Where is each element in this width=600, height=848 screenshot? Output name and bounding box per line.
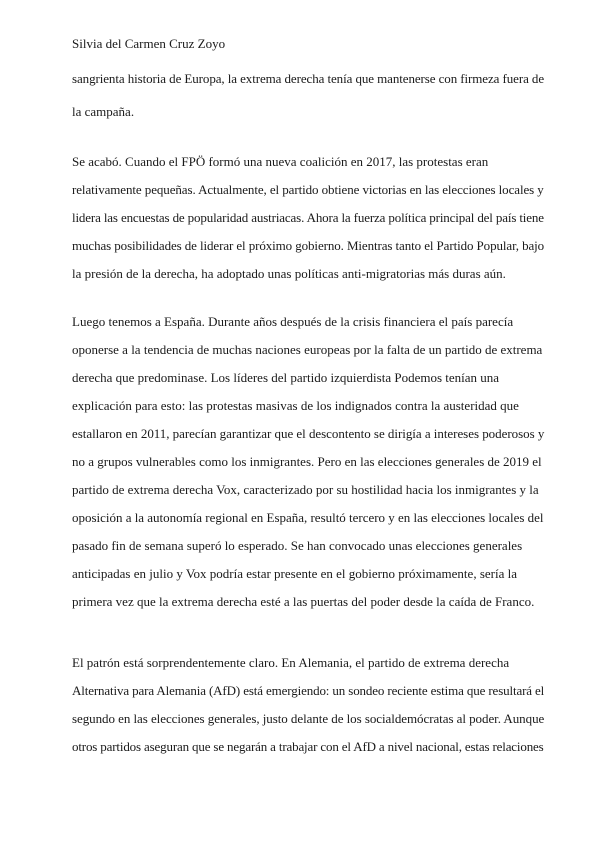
paragraph-4-line: otros partidos aseguran que se negarán a trabajar con el AfD a nivel nacional, estas relaciones bbox=[72, 739, 544, 754]
paragraph-3-line: estallaron en 2011, parecían garantizar que el descontento se dirigía a intereses poderosos y bbox=[72, 426, 545, 441]
paragraph-3-line: primera vez que la extrema derecha esté a las puertas del poder desde la caída de Franco. bbox=[72, 594, 535, 609]
paragraph-2-line: lidera las encuestas de popularidad austriacas. Ahora la fuerza política principal del país tiene bbox=[72, 210, 544, 225]
paragraph-2-line: Se acabó. Cuando el FPÖ formó una nueva coalición en 2017, las protestas eran bbox=[72, 154, 489, 169]
paragraph-3-line: derecha que predominase. Los líderes del partido izquierdista Podemos tenían una bbox=[72, 370, 500, 385]
paragraph-3-line: Luego tenemos a España. Durante años después de la crisis financiera el país parecía bbox=[72, 314, 514, 329]
paragraph-2-line: muchas posibilidades de liderar el próximo gobierno. Mientras tanto el Partido Popular, bajo bbox=[72, 238, 545, 253]
paragraph-2-line: relativamente pequeñas. Actualmente, el partido obtiene victorias en las elecciones locales y bbox=[72, 182, 544, 197]
paragraph-3-line: no a grupos vulnerables como los inmigrantes. Pero en las elecciones generales de 2019 el bbox=[72, 454, 542, 469]
paragraph-4-line: El patrón está sorprendentemente claro. En Alemania, el partido de extrema derecha bbox=[72, 655, 510, 670]
paragraph-4-line: Alternativa para Alemania (AfD) está emergiendo: un sondeo reciente estima que resultará el bbox=[72, 683, 545, 698]
page-header-author: Silvia del Carmen Cruz Zoyo bbox=[72, 36, 226, 51]
paragraph-3-line: partido de extrema derecha Vox, caracterizado por su hostilidad hacia los inmigrantes y la bbox=[72, 482, 539, 497]
paragraph-1-line: la campaña. bbox=[72, 104, 135, 119]
paragraph-3-line: pasado fin de semana superó lo esperado. Se han convocado unas elecciones generales bbox=[72, 538, 523, 553]
paragraph-3-line: anticipadas en julio y Vox podría estar presente en el gobierno próximamente, sería la bbox=[72, 566, 517, 581]
paragraph-1-line: sangrienta historia de Europa, la extrema derecha tenía que mantenerse con firmeza fuera de bbox=[72, 71, 545, 86]
paragraph-3-line: explicación para esto: las protestas masivas de los indignados contra la austeridad que bbox=[72, 398, 519, 413]
paragraph-4-line: segundo en las elecciones generales, justo delante de los socialdemócratas al poder. Aunque bbox=[72, 711, 545, 726]
paragraph-3-line: oposición a la autonomía regional en España, resultó tercero y en las elecciones locales del bbox=[72, 510, 544, 525]
paragraph-3-line: oponerse a la tendencia de muchas naciones europeas por la falta de un partido de extrema bbox=[72, 342, 543, 357]
paragraph-2-line: la presión de la derecha, ha adoptado unas políticas anti-migratorias más duras aún. bbox=[72, 266, 506, 281]
